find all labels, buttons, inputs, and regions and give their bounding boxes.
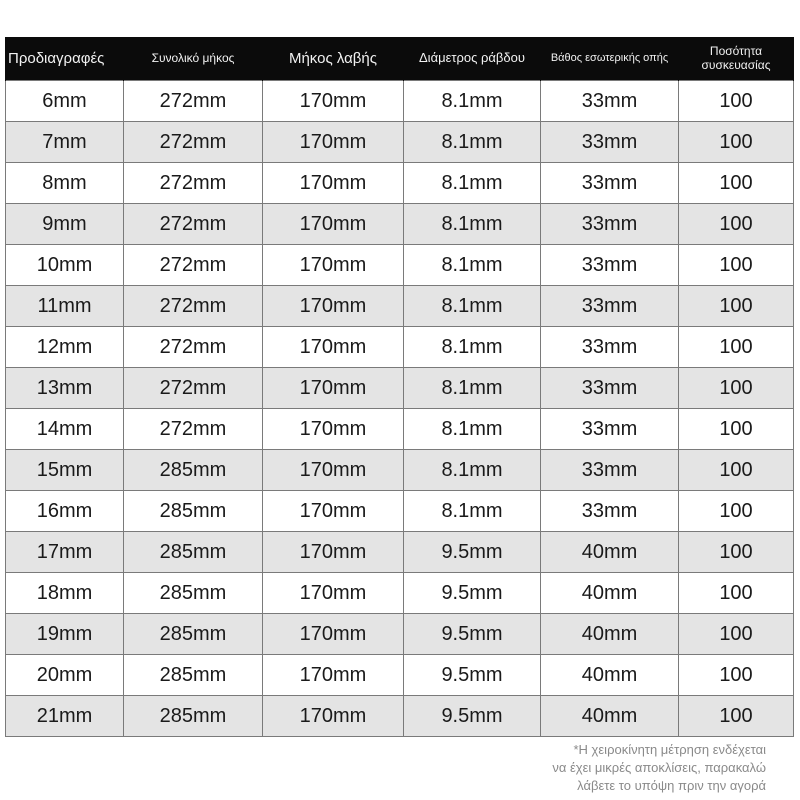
cell-rod-diameter: 8.1mm — [404, 368, 541, 409]
note-line: να έχει μικρές αποκλίσεις, παρακαλώ — [552, 760, 766, 775]
cell-rod-diameter: 8.1mm — [404, 245, 541, 286]
cell-rod-diameter: 8.1mm — [404, 450, 541, 491]
cell-pack-qty: 100 — [679, 368, 794, 409]
cell-handle-length: 170mm — [263, 532, 404, 573]
cell-spec: 9mm — [6, 204, 124, 245]
table-row — [6, 532, 794, 573]
cell-pack-qty: 100 — [679, 122, 794, 163]
table-row — [6, 245, 794, 286]
cell-rod-diameter: 9.5mm — [404, 614, 541, 655]
cell-spec: 18mm — [6, 573, 124, 614]
cell-pack-qty: 100 — [679, 573, 794, 614]
table-row — [6, 163, 794, 204]
cell-hole-depth: 33mm — [541, 491, 679, 532]
spec-table — [5, 37, 794, 737]
cell-spec: 16mm — [6, 491, 124, 532]
cell-pack-qty: 100 — [679, 655, 794, 696]
cell-spec: 8mm — [6, 163, 124, 204]
cell-handle-length: 170mm — [263, 286, 404, 327]
cell-total-length: 272mm — [124, 327, 263, 368]
cell-spec: 21mm — [6, 696, 124, 737]
table-row — [6, 573, 794, 614]
table-row — [6, 204, 794, 245]
cell-spec: 11mm — [6, 286, 124, 327]
cell-total-length: 272mm — [124, 245, 263, 286]
header-handle-length: Μήκος λαβής — [263, 37, 404, 81]
header-hole-depth: Βάθος εσωτερικής οπής — [541, 37, 679, 81]
header-row — [6, 37, 794, 81]
cell-rod-diameter: 8.1mm — [404, 491, 541, 532]
cell-spec: 7mm — [6, 122, 124, 163]
cell-handle-length: 170mm — [263, 409, 404, 450]
cell-spec: 10mm — [6, 245, 124, 286]
cell-hole-depth: 40mm — [541, 696, 679, 737]
cell-hole-depth: 33mm — [541, 286, 679, 327]
cell-pack-qty: 100 — [679, 245, 794, 286]
cell-pack-qty: 100 — [679, 81, 794, 122]
cell-pack-qty: 100 — [679, 409, 794, 450]
cell-hole-depth: 40mm — [541, 614, 679, 655]
cell-pack-qty: 100 — [679, 163, 794, 204]
note-line: *Η χειροκίνητη μέτρηση ενδέχεται — [573, 742, 766, 757]
cell-total-length: 272mm — [124, 286, 263, 327]
cell-total-length: 285mm — [124, 614, 263, 655]
cell-spec: 14mm — [6, 409, 124, 450]
table-row — [6, 368, 794, 409]
cell-rod-diameter: 8.1mm — [404, 122, 541, 163]
cell-rod-diameter: 9.5mm — [404, 532, 541, 573]
cell-hole-depth: 33mm — [541, 450, 679, 491]
cell-handle-length: 170mm — [263, 655, 404, 696]
cell-total-length: 285mm — [124, 573, 263, 614]
cell-rod-diameter: 9.5mm — [404, 696, 541, 737]
cell-pack-qty: 100 — [679, 327, 794, 368]
cell-rod-diameter: 8.1mm — [404, 327, 541, 368]
cell-total-length: 272mm — [124, 368, 263, 409]
cell-total-length: 285mm — [124, 532, 263, 573]
table-row — [6, 450, 794, 491]
cell-handle-length: 170mm — [263, 163, 404, 204]
table-body — [6, 81, 794, 737]
cell-spec: 19mm — [6, 614, 124, 655]
cell-spec: 13mm — [6, 368, 124, 409]
cell-total-length: 285mm — [124, 491, 263, 532]
cell-hole-depth: 33mm — [541, 81, 679, 122]
header-total-length: Συνολικό μήκος — [124, 37, 263, 81]
table-row — [6, 655, 794, 696]
cell-hole-depth: 33mm — [541, 327, 679, 368]
cell-pack-qty: 100 — [679, 532, 794, 573]
cell-rod-diameter: 8.1mm — [404, 163, 541, 204]
note-line: λάβετε το υπόψη πριν την αγορά — [577, 778, 766, 793]
cell-handle-length: 170mm — [263, 368, 404, 409]
cell-rod-diameter: 9.5mm — [404, 573, 541, 614]
cell-handle-length: 170mm — [263, 573, 404, 614]
table-row — [6, 491, 794, 532]
table-row — [6, 696, 794, 737]
cell-rod-diameter: 8.1mm — [404, 81, 541, 122]
cell-spec: 20mm — [6, 655, 124, 696]
cell-total-length: 285mm — [124, 655, 263, 696]
cell-total-length: 272mm — [124, 409, 263, 450]
cell-rod-diameter: 8.1mm — [404, 409, 541, 450]
cell-handle-length: 170mm — [263, 327, 404, 368]
table-row — [6, 81, 794, 122]
cell-rod-diameter: 8.1mm — [404, 286, 541, 327]
cell-hole-depth: 33mm — [541, 368, 679, 409]
table-row — [6, 286, 794, 327]
table-row — [6, 614, 794, 655]
cell-total-length: 272mm — [124, 163, 263, 204]
cell-spec: 15mm — [6, 450, 124, 491]
cell-rod-diameter: 8.1mm — [404, 204, 541, 245]
cell-hole-depth: 33mm — [541, 163, 679, 204]
cell-handle-length: 170mm — [263, 204, 404, 245]
cell-pack-qty: 100 — [679, 491, 794, 532]
table-row — [6, 327, 794, 368]
cell-handle-length: 170mm — [263, 81, 404, 122]
cell-pack-qty: 100 — [679, 286, 794, 327]
cell-total-length: 272mm — [124, 122, 263, 163]
table-row — [6, 122, 794, 163]
cell-total-length: 272mm — [124, 204, 263, 245]
cell-total-length: 272mm — [124, 81, 263, 122]
cell-pack-qty: 100 — [679, 696, 794, 737]
header-rod-diameter: Διάμετρος ράβδου — [404, 37, 541, 81]
cell-handle-length: 170mm — [263, 450, 404, 491]
cell-hole-depth: 40mm — [541, 532, 679, 573]
cell-handle-length: 170mm — [263, 491, 404, 532]
cell-rod-diameter: 9.5mm — [404, 655, 541, 696]
cell-hole-depth: 33mm — [541, 122, 679, 163]
cell-spec: 17mm — [6, 532, 124, 573]
cell-spec: 12mm — [6, 327, 124, 368]
cell-handle-length: 170mm — [263, 245, 404, 286]
cell-handle-length: 170mm — [263, 122, 404, 163]
cell-hole-depth: 40mm — [541, 655, 679, 696]
cell-hole-depth: 40mm — [541, 573, 679, 614]
cell-total-length: 285mm — [124, 696, 263, 737]
cell-hole-depth: 33mm — [541, 409, 679, 450]
cell-pack-qty: 100 — [679, 614, 794, 655]
cell-pack-qty: 100 — [679, 450, 794, 491]
header-spec: Προδιαγραφές — [6, 37, 124, 81]
cell-spec: 6mm — [6, 81, 124, 122]
cell-total-length: 285mm — [124, 450, 263, 491]
table-row — [6, 409, 794, 450]
cell-handle-length: 170mm — [263, 696, 404, 737]
cell-hole-depth: 33mm — [541, 204, 679, 245]
cell-hole-depth: 33mm — [541, 245, 679, 286]
cell-handle-length: 170mm — [263, 614, 404, 655]
header-pack-qty: Ποσότητα συσκευασίας — [679, 37, 794, 81]
measurement-note — [466, 741, 766, 795]
cell-pack-qty: 100 — [679, 204, 794, 245]
